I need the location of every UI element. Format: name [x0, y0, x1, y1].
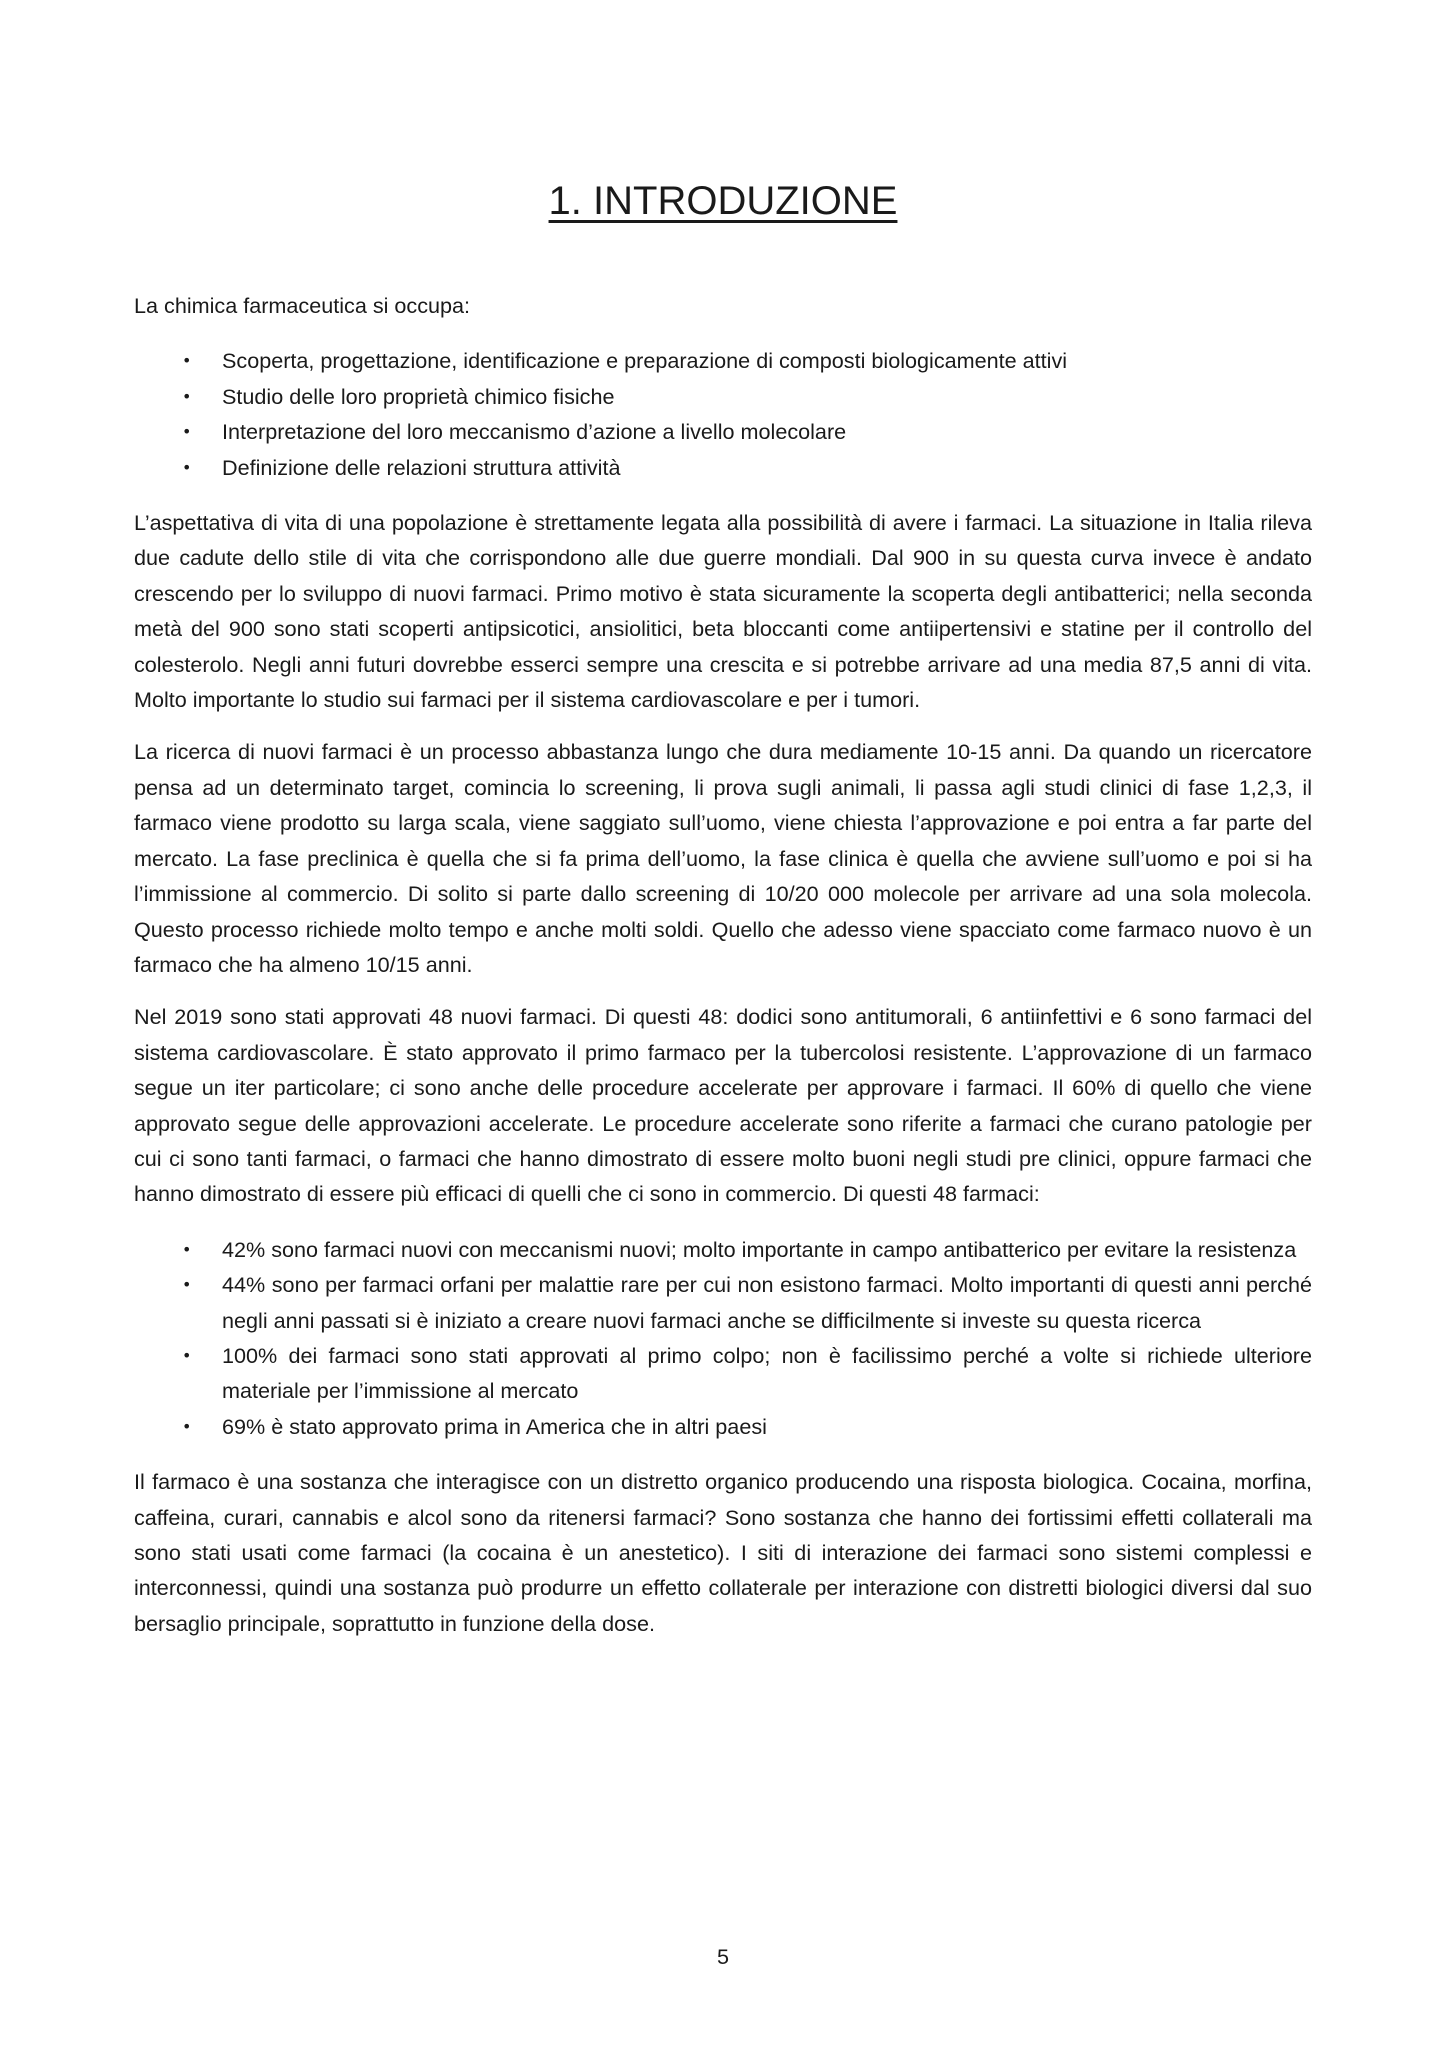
list-item-text: 69% è stato approvato prima in America che in altri paesi	[222, 1413, 767, 1439]
list-item	[134, 450, 1312, 485]
list-item-text: Studio delle loro proprietà chimico fisiche	[222, 383, 615, 409]
paragraph-2019-approvals: Nel 2019 sono stati approvati 48 nuovi farmaci. Di questi 48: dodici sono antitumorali, 6 antiinfettivi e 6 sono farmaci del sistema cardiovascolare. È stato approvato il primo farmaco per la tubercolosi resistente. L’approvazione di un farmaco segue un iter particolare; ci sono anche delle procedure accelerate per approvare i farmaci. Il 60% di quello che viene approvato segue delle approvazioni accelerate. Le procedure accelerate sono riferite a farmaci che curano patologie per cui ci sono tanti farmaci, o farmaci che hanno dimostrato di essere molto buoni negli studi pre clinici, oppure farmaci che hanno dimostrato di essere più efficaci di quelli che ci sono in commercio. Di questi 48 farmaci:	[134, 1004, 1312, 1207]
list-item	[134, 1232, 1312, 1267]
bullet-icon: •	[182, 1239, 192, 1259]
bullet-icon: •	[182, 457, 192, 477]
bullet-icon: •	[182, 422, 192, 442]
paragraph-drug-research: La ricerca di nuovi farmaci è un processo abbastanza lungo che dura mediamente 10-15 anni. Da quando un ricercatore pensa ad un determinato target, comincia lo screening, li prova sugli animali, li passa agli studi clinici di fase 1,2,3, il farmaco viene prodotto su larga scala, viene saggiato sull’uomo, viene chiesta l’approvazione e poi entra a far parte del mercato. La fase preclinica è quella che si fa prima dell’uomo, la fase clinica è quella che avviene sull’uomo e poi si ha l’immissione al commercio. Di solito si parte dallo screening di 10/20 000 molecole per arrivare ad una sola molecola. Questo processo richiede molto tempo e anche molti soldi. Quello che adesso viene spacciato come farmaco nuovo è un farmaco che ha almeno 10/15 anni.	[134, 739, 1312, 977]
list-item	[134, 414, 1312, 449]
bullet-icon: •	[182, 1416, 192, 1436]
bullet-icon: •	[182, 1275, 192, 1295]
bullet-list-statistics	[134, 1232, 1312, 1444]
bullet-icon: •	[182, 351, 192, 371]
intro-paragraph: La chimica farmaceutica si occupa:	[134, 293, 471, 318]
list-item-text: Interpretazione del loro meccanismo d’azione a livello molecolare	[222, 419, 847, 445]
bullet-icon: •	[182, 386, 192, 406]
list-item	[134, 1338, 1312, 1409]
list-item	[134, 379, 1312, 414]
list-item-text: 44% sono per farmaci orfani per malattie rare per cui non esistono farmaci. Molto importanti di questi anni perché negli anni passati si è iniziato a creare nuovi farmaci anche se difficilmente si investe su questa ricerca	[222, 1272, 1312, 1333]
body-text	[134, 288, 1312, 1658]
list-item-text: Definizione delle relazioni struttura attività	[222, 454, 621, 480]
list-item	[134, 1267, 1312, 1338]
list-item	[134, 1409, 1312, 1444]
paragraph-drug-definition: Il farmaco è una sostanza che interagisce con un distretto organico producendo una risposta biologica. Cocaina, morfina, caffeina, curari, cannabis e alcol sono da ritenersi farmaci? Sono sostanza che hanno dei fortissimi effetti collaterali ma sono stati usati come farmaci (la cocaina è un anestetico). I siti di interazione dei farmaci sono sistemi complessi e interconnessi, quindi una sostanza può produrre un effetto collaterale per interazione con distretti biologici diversi dal suo bersaglio principale, soprattutto in funzione della dose.	[134, 1469, 1312, 1636]
page-title	[134, 173, 1312, 229]
page-title-text: 1. INTRODUZIONE	[548, 179, 898, 223]
paragraph-life-expectancy: L’aspettativa di vita di una popolazione è strettamente legata alla possibilità di avere i farmaci. La situazione in Italia rileva due cadute dello stile di vita che corrispondono alle due guerre mondiali. Dal 900 in su questa curva invece è andato crescendo per lo sviluppo di nuovi farmaci. Primo motivo è stata sicuramente la scoperta degli antibatterici; nella seconda metà del 900 sono stati scoperti antipsicotici, ansiolitici, beta bloccanti come antiipertensivi e statine per il controllo del colesterolo. Negli anni futuri dovrebbe esserci sempre una crescita e si potrebbe arrivare ad una media 87,5 anni di vita. Molto importante lo studio sui farmaci per il sistema cardiovascolare e per i tumori.	[134, 510, 1312, 713]
document-page	[134, 0, 1312, 2045]
bullet-icon: •	[182, 1345, 192, 1365]
page-number: 5	[716, 1944, 729, 1969]
list-item	[134, 343, 1312, 378]
list-item-text: 100% dei farmaci sono stati approvati al primo colpo; non è facilissimo perché a volte si richiede ulteriore materiale per l’immissione al mercato	[222, 1342, 1312, 1404]
bullet-list-topics	[134, 343, 1312, 485]
list-item-text: 42% sono farmaci nuovi con meccanismi nuovi; molto importante in campo antibatterico per evitare la resistenza	[222, 1236, 1297, 1262]
list-item-text: Scoperta, progettazione, identificazione e preparazione di composti biologicamente attivi	[222, 348, 1068, 374]
